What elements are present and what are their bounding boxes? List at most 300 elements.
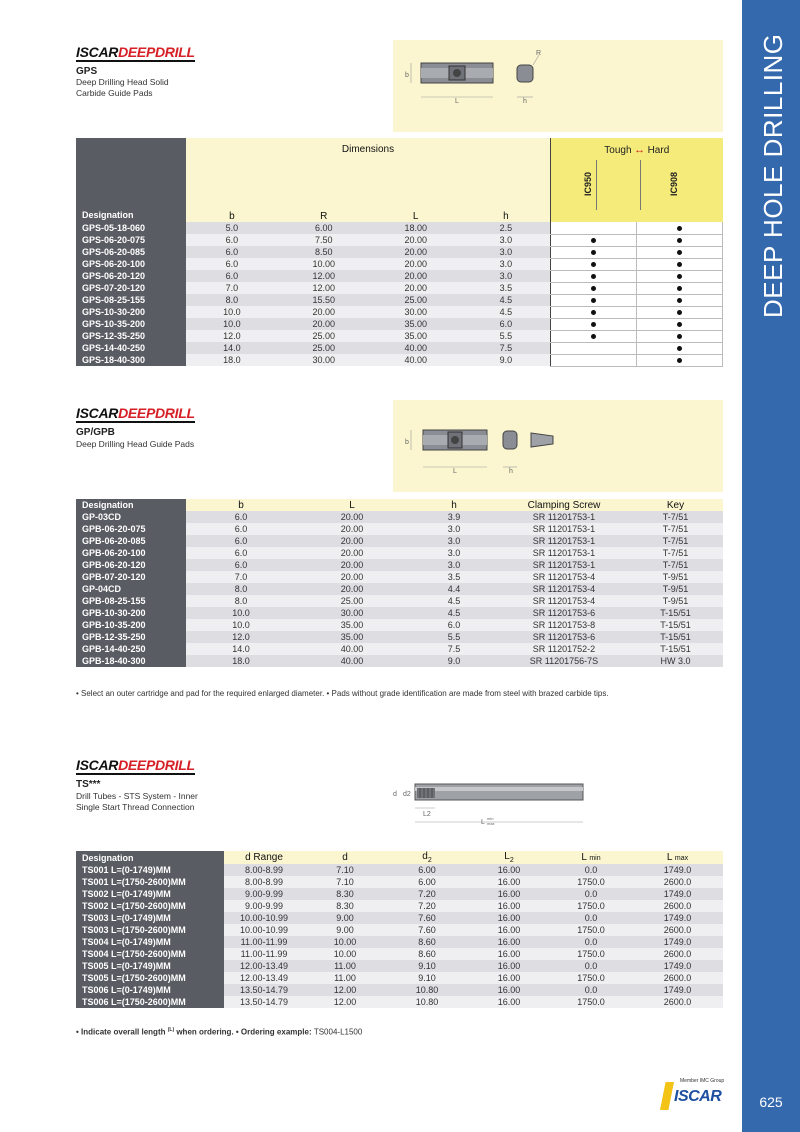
value-cell: 5.5 [408, 631, 500, 643]
value-cell: 20.00 [296, 571, 408, 583]
value-cell: HW 3.0 [628, 655, 723, 667]
designation-cell: GPB-06-20-075 [76, 523, 186, 535]
available-dot-icon [677, 310, 682, 315]
value-cell: 1750.0 [550, 972, 632, 984]
value-cell: 12.00-13.49 [224, 960, 304, 972]
available-dot-icon [591, 286, 596, 291]
grade-cell [551, 318, 637, 330]
value-cell: 10.0 [186, 306, 278, 318]
table-row [76, 318, 723, 330]
designation-cell: TS006 L=(1750-2600)MM [76, 996, 224, 1008]
value-cell: 6.0 [186, 234, 278, 246]
value-cell: 4.5 [408, 595, 500, 607]
designation-cell: TS005 L=(0-1749)MM [76, 960, 224, 972]
value-cell: 40.00 [370, 342, 462, 354]
value-cell: 6.00 [386, 864, 468, 876]
value-cell: 30.00 [296, 607, 408, 619]
gps-table [76, 138, 723, 367]
table-row [76, 655, 723, 667]
grade-ic908: IC908 [669, 171, 680, 196]
col-r: R [278, 210, 370, 222]
value-cell: T-7/51 [628, 547, 723, 559]
available-dot-icon [677, 322, 682, 327]
grade-cell [637, 306, 723, 318]
table-row [76, 270, 723, 282]
footer-logo [660, 1078, 738, 1114]
designation-cell: GPS-14-40-250 [76, 342, 186, 354]
col-l-max: L max [632, 851, 723, 864]
value-cell: 18.00 [370, 222, 462, 234]
grade-cell [551, 246, 637, 258]
value-cell: SR 11201753-1 [500, 547, 628, 559]
value-cell: 6.0 [186, 511, 296, 523]
page-number: 625 [759, 1094, 783, 1110]
value-cell: 0.0 [550, 936, 632, 948]
grade-cell [637, 342, 723, 354]
product-diagram [393, 40, 723, 132]
value-cell: SR 11201752-2 [500, 643, 628, 655]
value-cell: 20.00 [370, 270, 462, 282]
available-dot-icon [677, 298, 682, 303]
brand-logo: ISCARDEEPDRILL [76, 757, 195, 773]
table-row [76, 631, 723, 643]
col-l-min: L min [550, 851, 632, 864]
value-cell: 10.00 [304, 936, 386, 948]
value-cell: 16.00 [468, 876, 550, 888]
value-cell: 6.0 [186, 270, 278, 282]
svg-text:L2: L2 [423, 811, 431, 818]
col-h: h [462, 210, 551, 222]
available-dot-icon [591, 298, 596, 303]
value-cell: T-15/51 [628, 643, 723, 655]
table-row [76, 619, 723, 631]
gp-note: • Select an outer cartridge and pad for the required enlarged diameter. • Pads without grade identification are made from steel with brazed carbide tips. [76, 689, 609, 698]
available-dot-icon [591, 334, 596, 339]
designation-cell: GPB-08-25-155 [76, 595, 186, 607]
designation-cell: GPS-06-20-120 [76, 270, 186, 282]
value-cell: 8.0 [186, 294, 278, 306]
table-row [76, 246, 723, 258]
grade-cell [637, 294, 723, 306]
value-cell: 3.0 [408, 547, 500, 559]
svg-text:d: d [393, 791, 397, 798]
value-cell: 6.00 [278, 222, 370, 234]
value-cell: 9.0 [408, 655, 500, 667]
value-cell: 0.0 [550, 960, 632, 972]
value-cell: 7.0 [186, 282, 278, 294]
value-cell: 7.20 [386, 888, 468, 900]
value-cell: 9.0 [462, 354, 551, 366]
table-row [76, 972, 723, 984]
value-cell: 5.5 [462, 330, 551, 342]
value-cell: 7.10 [304, 864, 386, 876]
value-cell: 30.00 [278, 354, 370, 366]
value-cell: SR 11201753-1 [500, 523, 628, 535]
value-cell: 1750.0 [550, 948, 632, 960]
value-cell: 1750.0 [550, 876, 632, 888]
footer-logo-brand: ISCAR [674, 1088, 722, 1105]
grade-ic950: IC950 [583, 171, 594, 196]
value-cell: 1749.0 [632, 984, 723, 996]
svg-text:d2: d2 [403, 791, 411, 798]
svg-text:L: L [481, 819, 485, 826]
value-cell: 8.00-8.99 [224, 876, 304, 888]
table-row [76, 888, 723, 900]
value-cell: 12.00 [304, 996, 386, 1008]
table-row [76, 996, 723, 1008]
value-cell: 6.0 [186, 547, 296, 559]
table-row [76, 571, 723, 583]
available-dot-icon [677, 262, 682, 267]
designation-cell: GPB-06-20-085 [76, 535, 186, 547]
col-l: L [370, 210, 462, 222]
value-cell: 10.00 [278, 258, 370, 270]
value-cell: 4.5 [462, 294, 551, 306]
value-cell: 2600.0 [632, 972, 723, 984]
value-cell: 8.30 [304, 900, 386, 912]
value-cell: 7.10 [304, 876, 386, 888]
table-row [76, 547, 723, 559]
value-cell: 5.0 [186, 222, 278, 234]
value-cell: T-7/51 [628, 523, 723, 535]
value-cell: 16.00 [468, 936, 550, 948]
designation-cell: GPS-10-35-200 [76, 318, 186, 330]
value-cell: 12.00 [278, 270, 370, 282]
grade-cell [551, 270, 637, 282]
ts-note: • Indicate overall length $^{(L)}$ when ordering. • Ordering example: TS004-L1500 [76, 1027, 363, 1037]
value-cell: 10.80 [386, 996, 468, 1008]
dimensions-header: Dimensions [186, 138, 551, 210]
grade-cell [551, 306, 637, 318]
value-cell: 10.80 [386, 984, 468, 996]
value-cell: T-7/51 [628, 535, 723, 547]
value-cell: 3.0 [408, 559, 500, 571]
table-row [76, 912, 723, 924]
designation-cell: GPB-18-40-300 [76, 655, 186, 667]
value-cell: 9.10 [386, 960, 468, 972]
value-cell: T-15/51 [628, 607, 723, 619]
available-dot-icon [677, 334, 682, 339]
grade-header: Tough ↔ Hard IC950 IC908 [551, 138, 723, 210]
table-row [76, 607, 723, 619]
svg-text:min: min [487, 816, 494, 821]
value-cell: 7.0 [186, 571, 296, 583]
available-dot-icon [591, 262, 596, 267]
value-cell: 14.0 [186, 643, 296, 655]
grade-cell [637, 234, 723, 246]
value-cell: 1749.0 [632, 888, 723, 900]
value-cell: 1749.0 [632, 960, 723, 972]
ts-table [76, 851, 723, 1008]
value-cell: SR 11201753-4 [500, 595, 628, 607]
grade-cell [637, 354, 723, 366]
designation-cell: TS002 L=(1750-2600)MM [76, 900, 224, 912]
table-row [76, 936, 723, 948]
value-cell: 35.00 [296, 619, 408, 631]
value-cell: 20.00 [370, 258, 462, 270]
value-cell: 25.00 [278, 330, 370, 342]
col-d: d [304, 851, 386, 864]
col-b: b [186, 499, 296, 511]
table-row [76, 595, 723, 607]
designation-cell: GPS-12-35-250 [76, 330, 186, 342]
value-cell: SR 11201753-6 [500, 631, 628, 643]
designation-cell: GPS-06-20-075 [76, 234, 186, 246]
grade-cell [637, 258, 723, 270]
svg-text:h: h [509, 468, 513, 475]
value-cell: 3.0 [462, 258, 551, 270]
available-dot-icon [677, 226, 682, 231]
value-cell: 7.60 [386, 924, 468, 936]
value-cell: 12.0 [186, 330, 278, 342]
grade-cell [637, 330, 723, 342]
table-row [76, 876, 723, 888]
value-cell: 9.00-9.99 [224, 888, 304, 900]
value-cell: 9.00 [304, 912, 386, 924]
value-cell: 6.0 [186, 258, 278, 270]
value-cell: 16.00 [468, 948, 550, 960]
value-cell: 13.50-14.79 [224, 984, 304, 996]
value-cell: T-15/51 [628, 619, 723, 631]
grade-cell [637, 222, 723, 234]
value-cell: 40.00 [370, 354, 462, 366]
available-dot-icon [677, 274, 682, 279]
table-row [76, 960, 723, 972]
grade-cell [551, 354, 637, 366]
ts-tube-drawing [393, 760, 723, 848]
value-cell: T-7/51 [628, 559, 723, 571]
value-cell: 7.5 [462, 342, 551, 354]
value-cell: 25.00 [370, 294, 462, 306]
grade-cell [551, 282, 637, 294]
product-code: GPS [76, 66, 98, 77]
designation-cell: TS001 L=(1750-2600)MM [76, 876, 224, 888]
designation-cell: GPS-06-20-100 [76, 258, 186, 270]
value-cell: 1750.0 [550, 996, 632, 1008]
value-cell: 12.0 [186, 631, 296, 643]
svg-text:h: h [523, 98, 527, 105]
value-cell: 16.00 [468, 984, 550, 996]
value-cell: T-9/51 [628, 571, 723, 583]
value-cell: 1749.0 [632, 864, 723, 876]
value-cell: 2.5 [462, 222, 551, 234]
value-cell: SR 11201753-1 [500, 535, 628, 547]
designation-cell: GPB-10-35-200 [76, 619, 186, 631]
value-cell: 2600.0 [632, 900, 723, 912]
designation-cell: GP-03CD [76, 511, 186, 523]
table-row [76, 234, 723, 246]
grade-cell [637, 318, 723, 330]
available-dot-icon [677, 346, 682, 351]
gp-pad-drawing [393, 400, 723, 492]
value-cell: 8.50 [278, 246, 370, 258]
designation-cell: GPS-10-30-200 [76, 306, 186, 318]
value-cell: 16.00 [468, 900, 550, 912]
value-cell: 6.0 [462, 318, 551, 330]
value-cell: 9.10 [386, 972, 468, 984]
value-cell: 12.00 [278, 282, 370, 294]
value-cell: 35.00 [370, 318, 462, 330]
value-cell: 3.0 [462, 246, 551, 258]
available-dot-icon [591, 310, 596, 315]
side-title: DEEP HOLE DRILLING [758, 33, 788, 318]
value-cell: 0.0 [550, 888, 632, 900]
value-cell: 20.00 [296, 523, 408, 535]
value-cell: 10.00 [304, 948, 386, 960]
table-row [76, 559, 723, 571]
value-cell: 1750.0 [550, 900, 632, 912]
value-cell: 2600.0 [632, 876, 723, 888]
value-cell: 6.0 [408, 619, 500, 631]
value-cell: SR 11201753-6 [500, 607, 628, 619]
designation-cell: GPB-07-20-120 [76, 571, 186, 583]
table-row [76, 258, 723, 270]
value-cell: 10.00-10.99 [224, 912, 304, 924]
value-cell: 10.0 [186, 619, 296, 631]
designation-cell: GPB-14-40-250 [76, 643, 186, 655]
designation-cell: TS004 L=(0-1749)MM [76, 936, 224, 948]
value-cell: 8.0 [186, 583, 296, 595]
value-cell: 15.50 [278, 294, 370, 306]
value-cell: 30.00 [370, 306, 462, 318]
value-cell: 18.0 [186, 655, 296, 667]
table-row [76, 583, 723, 595]
svg-text:b: b [405, 439, 409, 446]
value-cell: 7.20 [386, 900, 468, 912]
product-description: Drill Tubes - STS System - Inner Single Start Thread Connection [76, 791, 198, 812]
grade-cell [551, 294, 637, 306]
svg-text:b: b [405, 72, 409, 79]
brand-logo: ISCARDEEPDRILL [76, 405, 195, 421]
table-row [76, 643, 723, 655]
col-designation: Designation [76, 138, 186, 222]
value-cell: 20.00 [370, 234, 462, 246]
value-cell: 18.0 [186, 354, 278, 366]
value-cell: 2600.0 [632, 924, 723, 936]
table-row [76, 306, 723, 318]
table-row [76, 222, 723, 234]
value-cell: 35.00 [370, 330, 462, 342]
value-cell: 12.00 [304, 984, 386, 996]
value-cell: 35.00 [296, 631, 408, 643]
value-cell: 16.00 [468, 912, 550, 924]
value-cell: 13.50-14.79 [224, 996, 304, 1008]
value-cell: 1750.0 [550, 924, 632, 936]
value-cell: 25.00 [278, 342, 370, 354]
value-cell: 16.00 [468, 924, 550, 936]
value-cell: 20.00 [296, 583, 408, 595]
value-cell: 4.5 [462, 306, 551, 318]
value-cell: 25.00 [296, 595, 408, 607]
gp-table [76, 499, 723, 667]
product-diagram [393, 760, 723, 848]
svg-text:L: L [453, 468, 457, 475]
value-cell: 8.30 [304, 888, 386, 900]
product-description: Deep Drilling Head Solid Carbide Guide Pads [76, 77, 169, 98]
value-cell: 20.00 [278, 306, 370, 318]
value-cell: 7.60 [386, 912, 468, 924]
col-key: Key [628, 499, 723, 511]
value-cell: 10.0 [186, 318, 278, 330]
value-cell: 3.5 [462, 282, 551, 294]
value-cell: SR 11201753-8 [500, 619, 628, 631]
value-cell: T-15/51 [628, 631, 723, 643]
grade-cell [551, 234, 637, 246]
designation-cell: GPS-18-40-300 [76, 354, 186, 366]
product-diagram [393, 400, 723, 492]
value-cell: 1749.0 [632, 912, 723, 924]
designation-cell: GPB-06-20-100 [76, 547, 186, 559]
value-cell: 9.00 [304, 924, 386, 936]
table-row [76, 330, 723, 342]
value-cell: SR 11201753-4 [500, 571, 628, 583]
value-cell: 7.50 [278, 234, 370, 246]
value-cell: 0.0 [550, 984, 632, 996]
available-dot-icon [677, 250, 682, 255]
grade-cell [637, 270, 723, 282]
available-dot-icon [677, 238, 682, 243]
svg-text:max: max [487, 821, 495, 826]
table-row [76, 342, 723, 354]
available-dot-icon [677, 358, 682, 363]
value-cell: 20.00 [278, 318, 370, 330]
designation-cell: GPS-07-20-120 [76, 282, 186, 294]
value-cell: 0.0 [550, 864, 632, 876]
designation-cell: GPB-06-20-120 [76, 559, 186, 571]
designation-cell: GPS-06-20-085 [76, 246, 186, 258]
value-cell: 20.00 [296, 547, 408, 559]
designation-cell: TS006 L=(0-1749)MM [76, 984, 224, 996]
footer-logo-mark [660, 1082, 674, 1110]
designation-cell: GPS-08-25-155 [76, 294, 186, 306]
value-cell: 3.0 [462, 270, 551, 282]
value-cell: 11.00-11.99 [224, 948, 304, 960]
value-cell: T-9/51 [628, 595, 723, 607]
value-cell: SR 11201753-1 [500, 559, 628, 571]
value-cell: T-9/51 [628, 583, 723, 595]
value-cell: 6.0 [186, 535, 296, 547]
value-cell: 16.00 [468, 996, 550, 1008]
table-row [76, 282, 723, 294]
designation-cell: TS002 L=(0-1749)MM [76, 888, 224, 900]
svg-text:R: R [536, 50, 542, 57]
table-row [76, 354, 723, 366]
value-cell: 16.00 [468, 972, 550, 984]
value-cell: 11.00 [304, 972, 386, 984]
table-row [76, 294, 723, 306]
table-row [76, 924, 723, 936]
grade-cell [551, 342, 637, 354]
gps-pad-drawing [393, 40, 723, 132]
available-dot-icon [591, 322, 596, 327]
value-cell: SR 11201753-1 [500, 511, 628, 523]
value-cell: 20.00 [296, 511, 408, 523]
value-cell: 3.0 [408, 523, 500, 535]
table-row [76, 948, 723, 960]
designation-cell: TS003 L=(1750-2600)MM [76, 924, 224, 936]
designation-cell: GPB-12-35-250 [76, 631, 186, 643]
designation-cell: TS005 L=(1750-2600)MM [76, 972, 224, 984]
value-cell: 40.00 [296, 643, 408, 655]
brand-logo: ISCARDEEPDRILL [76, 44, 195, 60]
value-cell: 40.00 [296, 655, 408, 667]
footer-logo-tagline: Member IMC Group [680, 1078, 725, 1084]
value-cell: 7.5 [408, 643, 500, 655]
designation-cell: TS001 L=(0-1749)MM [76, 864, 224, 876]
table-row [76, 864, 723, 876]
value-cell: 3.9 [408, 511, 500, 523]
value-cell: 0.0 [550, 912, 632, 924]
